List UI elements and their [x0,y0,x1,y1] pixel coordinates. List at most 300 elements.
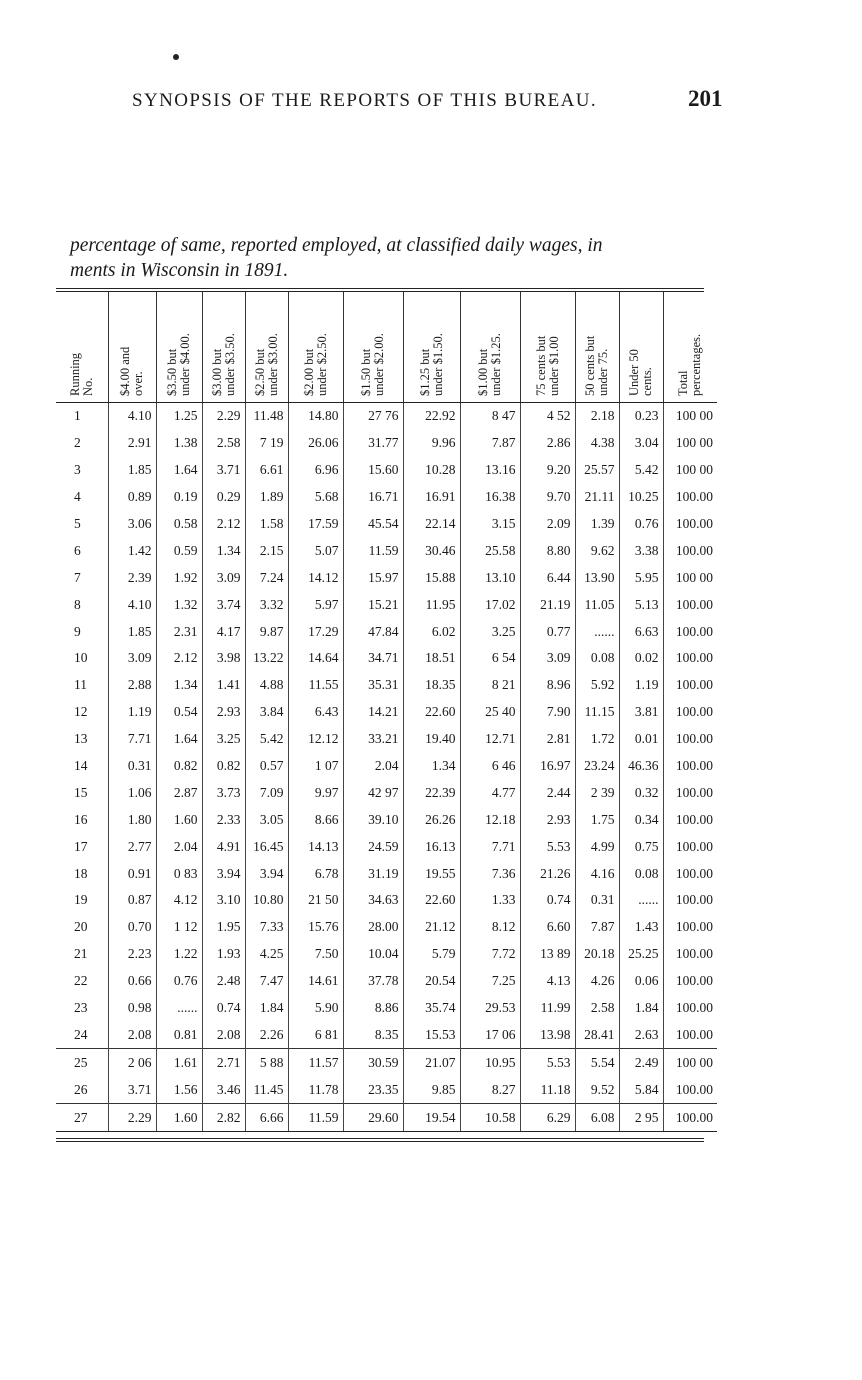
percentage-cell: 17.59 [288,511,343,538]
percentage-cell: 7.36 [460,860,520,887]
percentage-cell: 8.80 [520,537,575,564]
percentage-cell: 10.28 [403,457,460,484]
percentage-cell: 0.89 [108,484,156,511]
table-row [56,484,717,511]
percentage-cell: 2.91 [108,430,156,457]
percentage-cell: 27 76 [343,403,403,430]
percentage-cell: 11.59 [343,537,403,564]
percentage-cell: 20.54 [403,968,460,995]
percentage-cell: 100.00 [663,887,717,914]
percentage-cell: 1.19 [108,699,156,726]
percentage-cell: 11.57 [288,1049,343,1076]
percentage-cell: 6.02 [403,618,460,645]
percentage-cell: 1.89 [245,484,288,511]
caption-line-2: ments in Wisconsin in 1891. [70,260,289,281]
percentage-cell: 0.76 [619,511,663,538]
percentage-cell: 0.31 [575,887,619,914]
table-row [56,995,717,1022]
percentage-cell: 100.00 [663,618,717,645]
page-number: 201 [688,86,723,111]
percentage-cell: 0.34 [619,806,663,833]
percentage-cell: 100.00 [663,645,717,672]
percentage-cell: 1.85 [108,457,156,484]
column-header [156,292,202,403]
percentage-cell: 100.00 [663,537,717,564]
percentage-cell: 16.97 [520,753,575,780]
table-row [56,726,717,753]
percentage-cell: 3.05 [245,806,288,833]
table-caption [70,233,730,283]
percentage-cell: 47.84 [343,618,403,645]
running-number-cell: 6 [74,542,81,558]
percentage-cell: 18.35 [403,672,460,699]
column-header-label: Running No. [67,352,95,396]
percentage-cell: 3.94 [202,860,245,887]
percentage-cell: 1 12 [156,914,202,941]
running-number-cell: 22 [74,973,88,989]
percentage-cell: 100.00 [663,591,717,618]
percentage-cell: 2.93 [202,699,245,726]
percentage-cell: 9.70 [520,484,575,511]
percentage-cell: 17 06 [460,1021,520,1048]
percentage-cell: 4.13 [520,968,575,995]
percentage-cell: 0.91 [108,860,156,887]
percentage-cell: 13.22 [245,645,288,672]
percentage-cell: 1.95 [202,914,245,941]
percentage-cell: 0.29 [202,484,245,511]
percentage-cell: 7.33 [245,914,288,941]
percentage-cell: 25 40 [460,699,520,726]
percentage-cell: 4.16 [575,860,619,887]
percentage-cell: 6.43 [288,699,343,726]
percentage-cell: 3.73 [202,779,245,806]
percentage-cell: 2.81 [520,726,575,753]
percentage-cell: 1.92 [156,564,202,591]
percentage-cell: 2.58 [202,430,245,457]
percentage-cell: 7.24 [245,564,288,591]
percentage-cell: 8.35 [343,1021,403,1048]
percentage-cell: 19.55 [403,860,460,887]
running-number-cell: 1 [74,408,81,424]
table-row [56,806,717,833]
column-header [619,292,663,403]
percentage-cell: 4.25 [245,941,288,968]
percentage-cell: 4.10 [108,403,156,430]
percentage-cell: 16.38 [460,484,520,511]
percentage-cell: 11.48 [245,403,288,430]
percentage-cell: 2.86 [520,430,575,457]
table-row [56,887,717,914]
percentage-cell: 5.54 [575,1049,619,1076]
percentage-cell: 24.59 [343,833,403,860]
percentage-cell: 26.26 [403,806,460,833]
percentage-cell: 4 52 [520,403,575,430]
percentage-cell: 3.04 [619,430,663,457]
table-row [56,591,717,618]
percentage-cell: 18.51 [403,645,460,672]
percentage-cell: 1.19 [619,672,663,699]
percentage-cell: 100.00 [663,726,717,753]
percentage-cell: 16.91 [403,484,460,511]
percentage-cell: 5.79 [403,941,460,968]
table-header-row [56,292,717,403]
percentage-cell: 0.98 [108,995,156,1022]
percentage-cell: 1.64 [156,457,202,484]
percentage-cell: 2.33 [202,806,245,833]
column-header-label: $2.00 but under $2.50. [301,333,329,396]
percentage-cell: 1.41 [202,672,245,699]
percentage-cell: 8.96 [520,672,575,699]
running-number-cell: 27 [56,1104,108,1132]
percentage-cell: 0.74 [202,995,245,1022]
percentage-cell: 2.93 [520,806,575,833]
percentage-cell: 8.66 [288,806,343,833]
percentage-cell: 1.75 [575,806,619,833]
percentage-cell: 16.71 [343,484,403,511]
percentage-cell: 2.48 [202,968,245,995]
percentage-cell: 33.21 [343,726,403,753]
percentage-cell: 7 19 [245,430,288,457]
percentage-cell: 0.01 [619,726,663,753]
percentage-cell: 4.91 [202,833,245,860]
percentage-cell: 2.23 [108,941,156,968]
percentage-cell: 21 50 [288,887,343,914]
running-number-cell: 14 [74,758,88,774]
running-number-cell: 7 [74,569,81,585]
table-row [56,511,717,538]
table-row [56,564,717,591]
percentage-cell: 0.31 [108,753,156,780]
table-row [56,403,717,430]
percentage-cell: 1 07 [288,753,343,780]
percentage-cell: 3.09 [108,645,156,672]
column-header-label: $2.50 but under $3.00. [252,333,280,396]
percentage-cell: 2 95 [619,1104,663,1132]
percentage-cell: 2.04 [156,833,202,860]
percentage-cell: 2.04 [343,753,403,780]
percentage-cell: 21.07 [403,1049,460,1076]
percentage-cell: 6.96 [288,457,343,484]
bottom-double-rule [56,1138,704,1142]
column-header [575,292,619,403]
percentage-cell: 1.60 [156,806,202,833]
running-number-cell: 8 [74,596,81,612]
percentage-cell: 0.19 [156,484,202,511]
percentage-cell: 13.90 [575,564,619,591]
percentage-cell: 3.10 [202,887,245,914]
percentage-cell: 0.74 [520,887,575,914]
percentage-cell: 4.12 [156,887,202,914]
percentage-cell: 39.10 [343,806,403,833]
ink-speck [173,54,179,60]
percentage-cell: 1.22 [156,941,202,968]
percentage-cell: 11.78 [288,1076,343,1103]
percentage-cell: 22.14 [403,511,460,538]
percentage-cell: 4.77 [460,779,520,806]
percentage-cell: 34.71 [343,645,403,672]
column-header [403,292,460,403]
column-header-label: 50 cents but under 75. [583,335,610,396]
percentage-cell: 0.87 [108,887,156,914]
percentage-cell: 3.25 [202,726,245,753]
percentage-cell: 45.54 [343,511,403,538]
percentage-cell: 5.13 [619,591,663,618]
percentage-cell: 26.06 [288,430,343,457]
percentage-cell: 100.00 [663,672,717,699]
percentage-cell: 3.81 [619,699,663,726]
percentage-cell: 4.88 [245,672,288,699]
percentage-cell: 0.02 [619,645,663,672]
percentage-cell: 7.09 [245,779,288,806]
running-number-cell: 12 [74,704,88,720]
percentage-cell: 35.31 [343,672,403,699]
percentage-cell: 11.45 [245,1076,288,1103]
percentage-cell: 0.59 [156,537,202,564]
percentage-cell: 21.12 [403,914,460,941]
percentage-cell: 2.08 [202,1021,245,1048]
percentage-cell: 2.31 [156,618,202,645]
percentage-cell: 10.80 [245,887,288,914]
percentage-cell: 1.72 [575,726,619,753]
percentage-cell: 2.18 [575,403,619,430]
percentage-cell: 0.82 [202,753,245,780]
percentage-cell: 9.62 [575,537,619,564]
percentage-cell: 12.18 [460,806,520,833]
percentage-cell: 100.00 [663,779,717,806]
percentage-cell: 23.24 [575,753,619,780]
percentage-cell: 100 00 [663,1049,717,1076]
percentage-cell: 10.95 [460,1049,520,1076]
percentage-cell: 3.15 [460,511,520,538]
percentage-cell: 0.70 [108,914,156,941]
percentage-cell: 5.42 [245,726,288,753]
column-header [663,292,717,403]
percentage-cell: 1.34 [156,672,202,699]
percentage-cell: 2.58 [575,995,619,1022]
percentage-cell: 34.63 [343,887,403,914]
percentage-cell: 30.46 [403,537,460,564]
percentage-cell: 6.63 [619,618,663,645]
percentage-cell: 1.58 [245,511,288,538]
percentage-cell: 100.00 [663,968,717,995]
running-number-cell: 2 [74,435,81,451]
percentage-cell: 100 00 [663,457,717,484]
percentage-cell: 3.74 [202,591,245,618]
table-row [56,914,717,941]
percentage-cell: 13 89 [520,941,575,968]
table-row [56,753,717,780]
column-header-label: $3.50 but under $4.00. [165,333,192,396]
percentage-cell: 21.11 [575,484,619,511]
percentage-cell: 100.00 [663,860,717,887]
percentage-cell: 25.25 [619,941,663,968]
table-row [56,833,717,860]
percentage-cell: 8.27 [460,1076,520,1103]
percentage-cell: 1.39 [575,511,619,538]
percentage-cell: 0.23 [619,403,663,430]
percentage-cell: 30.59 [343,1049,403,1076]
percentage-cell: 16.45 [245,833,288,860]
running-number-cell: 10 [74,650,88,666]
percentage-cell: 100.00 [663,511,717,538]
column-header [343,292,403,403]
table-row [56,1021,717,1048]
percentage-cell: 6.29 [520,1104,575,1132]
percentage-cell: 100.00 [663,806,717,833]
running-number-cell: 19 [74,892,88,908]
running-number-cell: 20 [74,919,88,935]
percentage-cell: 19.40 [403,726,460,753]
running-number-cell: 23 [74,1000,88,1016]
percentage-cell: 0.77 [520,618,575,645]
column-header [202,292,245,403]
percentage-cell: 3.71 [202,457,245,484]
table-row [56,699,717,726]
percentage-cell: 9.20 [520,457,575,484]
percentage-cell: 100.00 [663,995,717,1022]
percentage-cell: 10.25 [619,484,663,511]
column-header-label: $4.00 and over. [118,346,145,396]
percentage-cell: 14.13 [288,833,343,860]
percentage-cell: 5.53 [520,833,575,860]
percentage-cell: 22.60 [403,887,460,914]
percentage-cell: 4.38 [575,430,619,457]
percentage-cell: 2.12 [156,645,202,672]
percentage-cell: 28.41 [575,1021,619,1048]
running-number-cell: 9 [74,623,81,639]
percentage-cell: 0 83 [156,860,202,887]
percentage-cell: 20.18 [575,941,619,968]
table-row [56,941,717,968]
percentage-cell: 46.36 [619,753,663,780]
percentage-cell: 7.87 [460,430,520,457]
column-header-label: 75 cents but under $1.00 [533,335,561,396]
percentage-cell: 15.53 [403,1021,460,1048]
percentage-cell: 3.84 [245,699,288,726]
table-row [56,779,717,806]
percentage-cell: 11.99 [520,995,575,1022]
percentage-cell: 2.09 [520,511,575,538]
page-header [0,86,862,122]
percentage-cell: 6.78 [288,860,343,887]
percentage-cell: 14.61 [288,968,343,995]
percentage-cell: 0.76 [156,968,202,995]
table-row [56,645,717,672]
wage-percentage-table [56,292,717,1132]
percentage-cell: 3.71 [108,1076,156,1103]
percentage-cell: 0.08 [619,860,663,887]
percentage-cell: 100.00 [663,1021,717,1048]
percentage-cell: 11.05 [575,591,619,618]
running-number-cell: 13 [74,731,88,747]
percentage-cell: 1.93 [202,941,245,968]
percentage-cell: 25.57 [575,457,619,484]
percentage-cell: 9.52 [575,1076,619,1103]
table-row [56,1076,717,1103]
percentage-cell: 2.88 [108,672,156,699]
column-header [56,292,108,403]
percentage-cell: 100.00 [663,699,717,726]
percentage-cell: 9.87 [245,618,288,645]
percentage-cell: 8.12 [460,914,520,941]
percentage-cell: 1.06 [108,779,156,806]
table-row [56,457,717,484]
percentage-cell: 100.00 [663,914,717,941]
column-header-label: $1.25 but under $1.50. [417,333,445,396]
percentage-cell: 5.90 [288,995,343,1022]
percentage-cell: 11.95 [403,591,460,618]
percentage-cell: 2.26 [245,1021,288,1048]
running-number-cell: 4 [74,489,81,505]
percentage-cell: ...... [156,995,202,1022]
percentage-cell: 11.59 [288,1104,343,1132]
table-row [56,430,717,457]
column-header [460,292,520,403]
percentage-cell: 2.77 [108,833,156,860]
percentage-cell: 17.02 [460,591,520,618]
percentage-cell: 2.39 [108,564,156,591]
percentage-cell: 31.19 [343,860,403,887]
percentage-cell: 8 47 [460,403,520,430]
percentage-cell: 35.74 [403,995,460,1022]
percentage-cell: 100.00 [663,484,717,511]
percentage-cell: 6.08 [575,1104,619,1132]
percentage-cell: 5.42 [619,457,663,484]
percentage-cell: 22.92 [403,403,460,430]
percentage-cell: 15.76 [288,914,343,941]
percentage-cell: 5 88 [245,1049,288,1076]
percentage-cell: 100.00 [663,833,717,860]
running-number-cell: 25 [56,1049,108,1076]
percentage-cell: 8 21 [460,672,520,699]
percentage-cell: 15.21 [343,591,403,618]
percentage-cell: 5.53 [520,1049,575,1076]
percentage-cell: 13.10 [460,564,520,591]
table-row [56,1104,717,1132]
table-row [56,537,717,564]
percentage-cell: 15.88 [403,564,460,591]
column-header [108,292,156,403]
percentage-cell: 5.68 [288,484,343,511]
percentage-cell: 2.63 [619,1021,663,1048]
percentage-cell: 100 00 [663,564,717,591]
percentage-cell: 100.00 [663,1076,717,1103]
percentage-cell: 15.97 [343,564,403,591]
percentage-cell: 1.32 [156,591,202,618]
running-title: SYNOPSIS OF THE REPORTS OF THIS BUREAU. [132,90,598,111]
percentage-cell: 23.35 [343,1076,403,1103]
percentage-cell: 1.43 [619,914,663,941]
percentage-cell: 0.08 [575,645,619,672]
percentage-cell: 15.60 [343,457,403,484]
percentage-cell: 10.04 [343,941,403,968]
percentage-cell: 1.34 [403,753,460,780]
percentage-cell: 7.50 [288,941,343,968]
table-row [56,672,717,699]
percentage-cell: 12.71 [460,726,520,753]
percentage-cell: 3.98 [202,645,245,672]
percentage-cell: 17.29 [288,618,343,645]
percentage-cell: 2.29 [108,1104,156,1132]
percentage-cell: 21.19 [520,591,575,618]
percentage-cell: 19.54 [403,1104,460,1132]
column-header [245,292,288,403]
percentage-cell: 3.09 [202,564,245,591]
percentage-cell: 1.33 [460,887,520,914]
percentage-cell: 2.12 [202,511,245,538]
percentage-cell: 4.99 [575,833,619,860]
column-header-label: $1.50 but under $2.00. [359,333,386,396]
